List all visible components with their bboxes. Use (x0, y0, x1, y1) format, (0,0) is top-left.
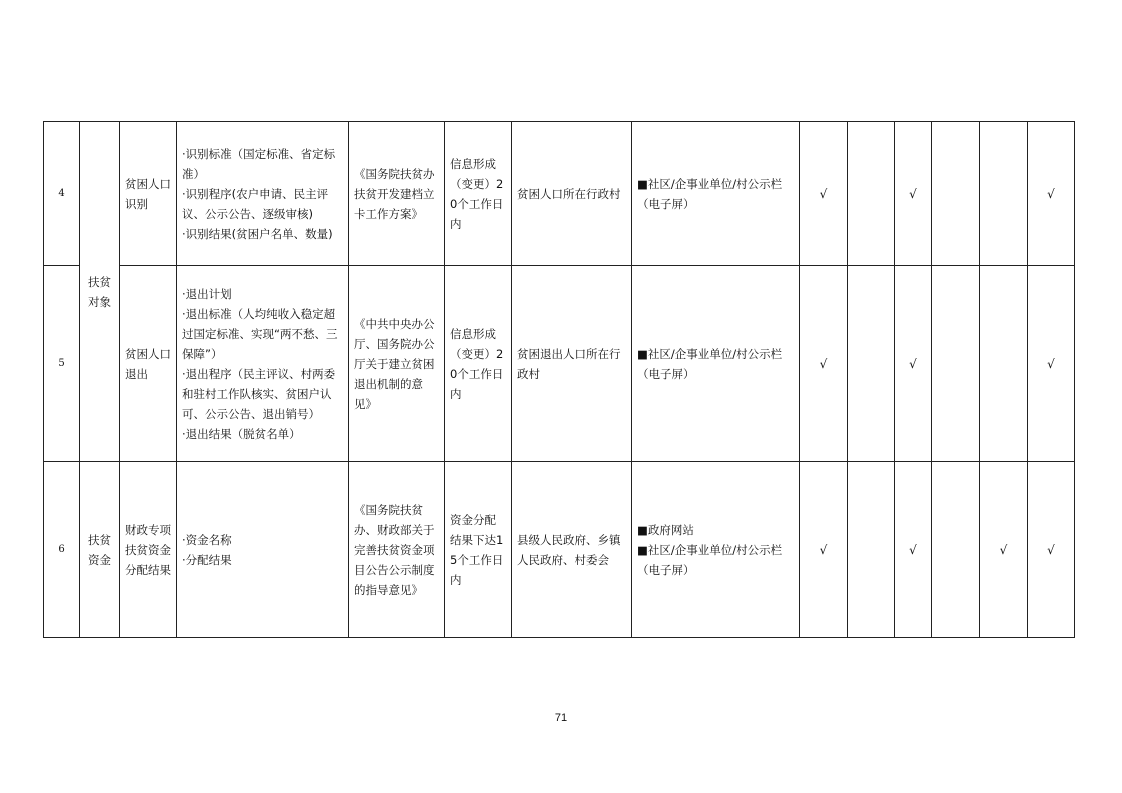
content-cell (177, 266, 349, 462)
content-line: ·分配结果 (182, 552, 232, 567)
content-cell (177, 122, 349, 266)
check-cell: √ (800, 266, 848, 462)
basis-cell: 《国务院扶贫办扶贫开发建档立卡工作方案》 (349, 122, 445, 266)
check-cell (932, 462, 980, 638)
content-line: ·退出标准（人均纯收入稳定超过国定标准、实现“两不愁、三保障”） (182, 306, 338, 361)
disclosure-table (43, 121, 1075, 638)
check-cell (932, 122, 980, 266)
time-cell: 信息形成（变更）20个工作日内 (445, 266, 512, 462)
row-number: 5 (44, 266, 80, 462)
content-line: ·资金名称 (182, 532, 232, 547)
content-line: ·退出结果（脱贫名单） (182, 426, 301, 441)
channel-line: ■社区/企事业单位/村公示栏（电子屏） (637, 176, 783, 211)
content-line: ·识别结果(贫困户名单、数量) (182, 226, 333, 241)
check-cell (848, 462, 895, 638)
basis-cell: 《中共中央办公厅、国务院办公厅关于建立贫困退出机制的意见》 (349, 266, 445, 462)
subject-cell: 县级人民政府、乡镇人民政府、村委会 (512, 462, 632, 638)
check-cell: √ (895, 462, 932, 638)
check-cell (980, 122, 1028, 266)
subject-cell: 贫困人口所在行政村 (512, 122, 632, 266)
check-cell: √ (1028, 266, 1075, 462)
basis-cell: 《国务院扶贫办、财政部关于完善扶贫资金项目公告公示制度的指导意见》 (349, 462, 445, 638)
channel-cell (632, 122, 800, 266)
table-row (44, 266, 1075, 462)
page-number: 71 (554, 712, 568, 724)
category-cell: 扶贫资金 (80, 462, 120, 638)
check-cell: √ (1028, 122, 1075, 266)
channel-cell (632, 266, 800, 462)
table-row (44, 122, 1075, 266)
subject-cell: 贫困退出人口所在行政村 (512, 266, 632, 462)
check-cell: √ (895, 122, 932, 266)
check-cell (848, 266, 895, 462)
channel-line: ■社区/企事业单位/村公示栏（电子屏） (637, 346, 783, 381)
content-line: ·识别标准（国定标准、省定标准） (182, 146, 336, 181)
check-cell (980, 266, 1028, 462)
item-cell: 贫困人口识别 (120, 122, 177, 266)
row-number: 6 (44, 462, 80, 638)
check-cell (848, 122, 895, 266)
channel-line: ■政府网站 (637, 522, 694, 537)
check-cell: √ (800, 462, 848, 638)
item-cell: 贫困人口退出 (120, 266, 177, 462)
channel-cell (632, 462, 800, 638)
content-cell (177, 462, 349, 638)
check-cell: √ (1028, 462, 1075, 638)
row-number: 4 (44, 122, 80, 266)
table-row (44, 462, 1075, 638)
channel-line: ■社区/企事业单位/村公示栏（电子屏） (637, 542, 783, 577)
category-cell: 扶贫对象 (80, 122, 120, 462)
content-line: ·退出程序（民主评议、村两委和驻村工作队核实、贫困户认可、公示公告、退出销号） (182, 366, 336, 421)
content-line: ·退出计划 (182, 286, 232, 301)
content-line: ·识别程序(农户申请、民主评议、公示公告、逐级审核) (182, 186, 329, 221)
time-cell: 信息形成（变更）20个工作日内 (445, 122, 512, 266)
check-cell: √ (895, 266, 932, 462)
check-cell: √ (980, 462, 1028, 638)
check-cell: √ (800, 122, 848, 266)
time-cell: 资金分配结果下达15个工作日内 (445, 462, 512, 638)
check-cell (932, 266, 980, 462)
item-cell: 财政专项扶贫资金分配结果 (120, 462, 177, 638)
